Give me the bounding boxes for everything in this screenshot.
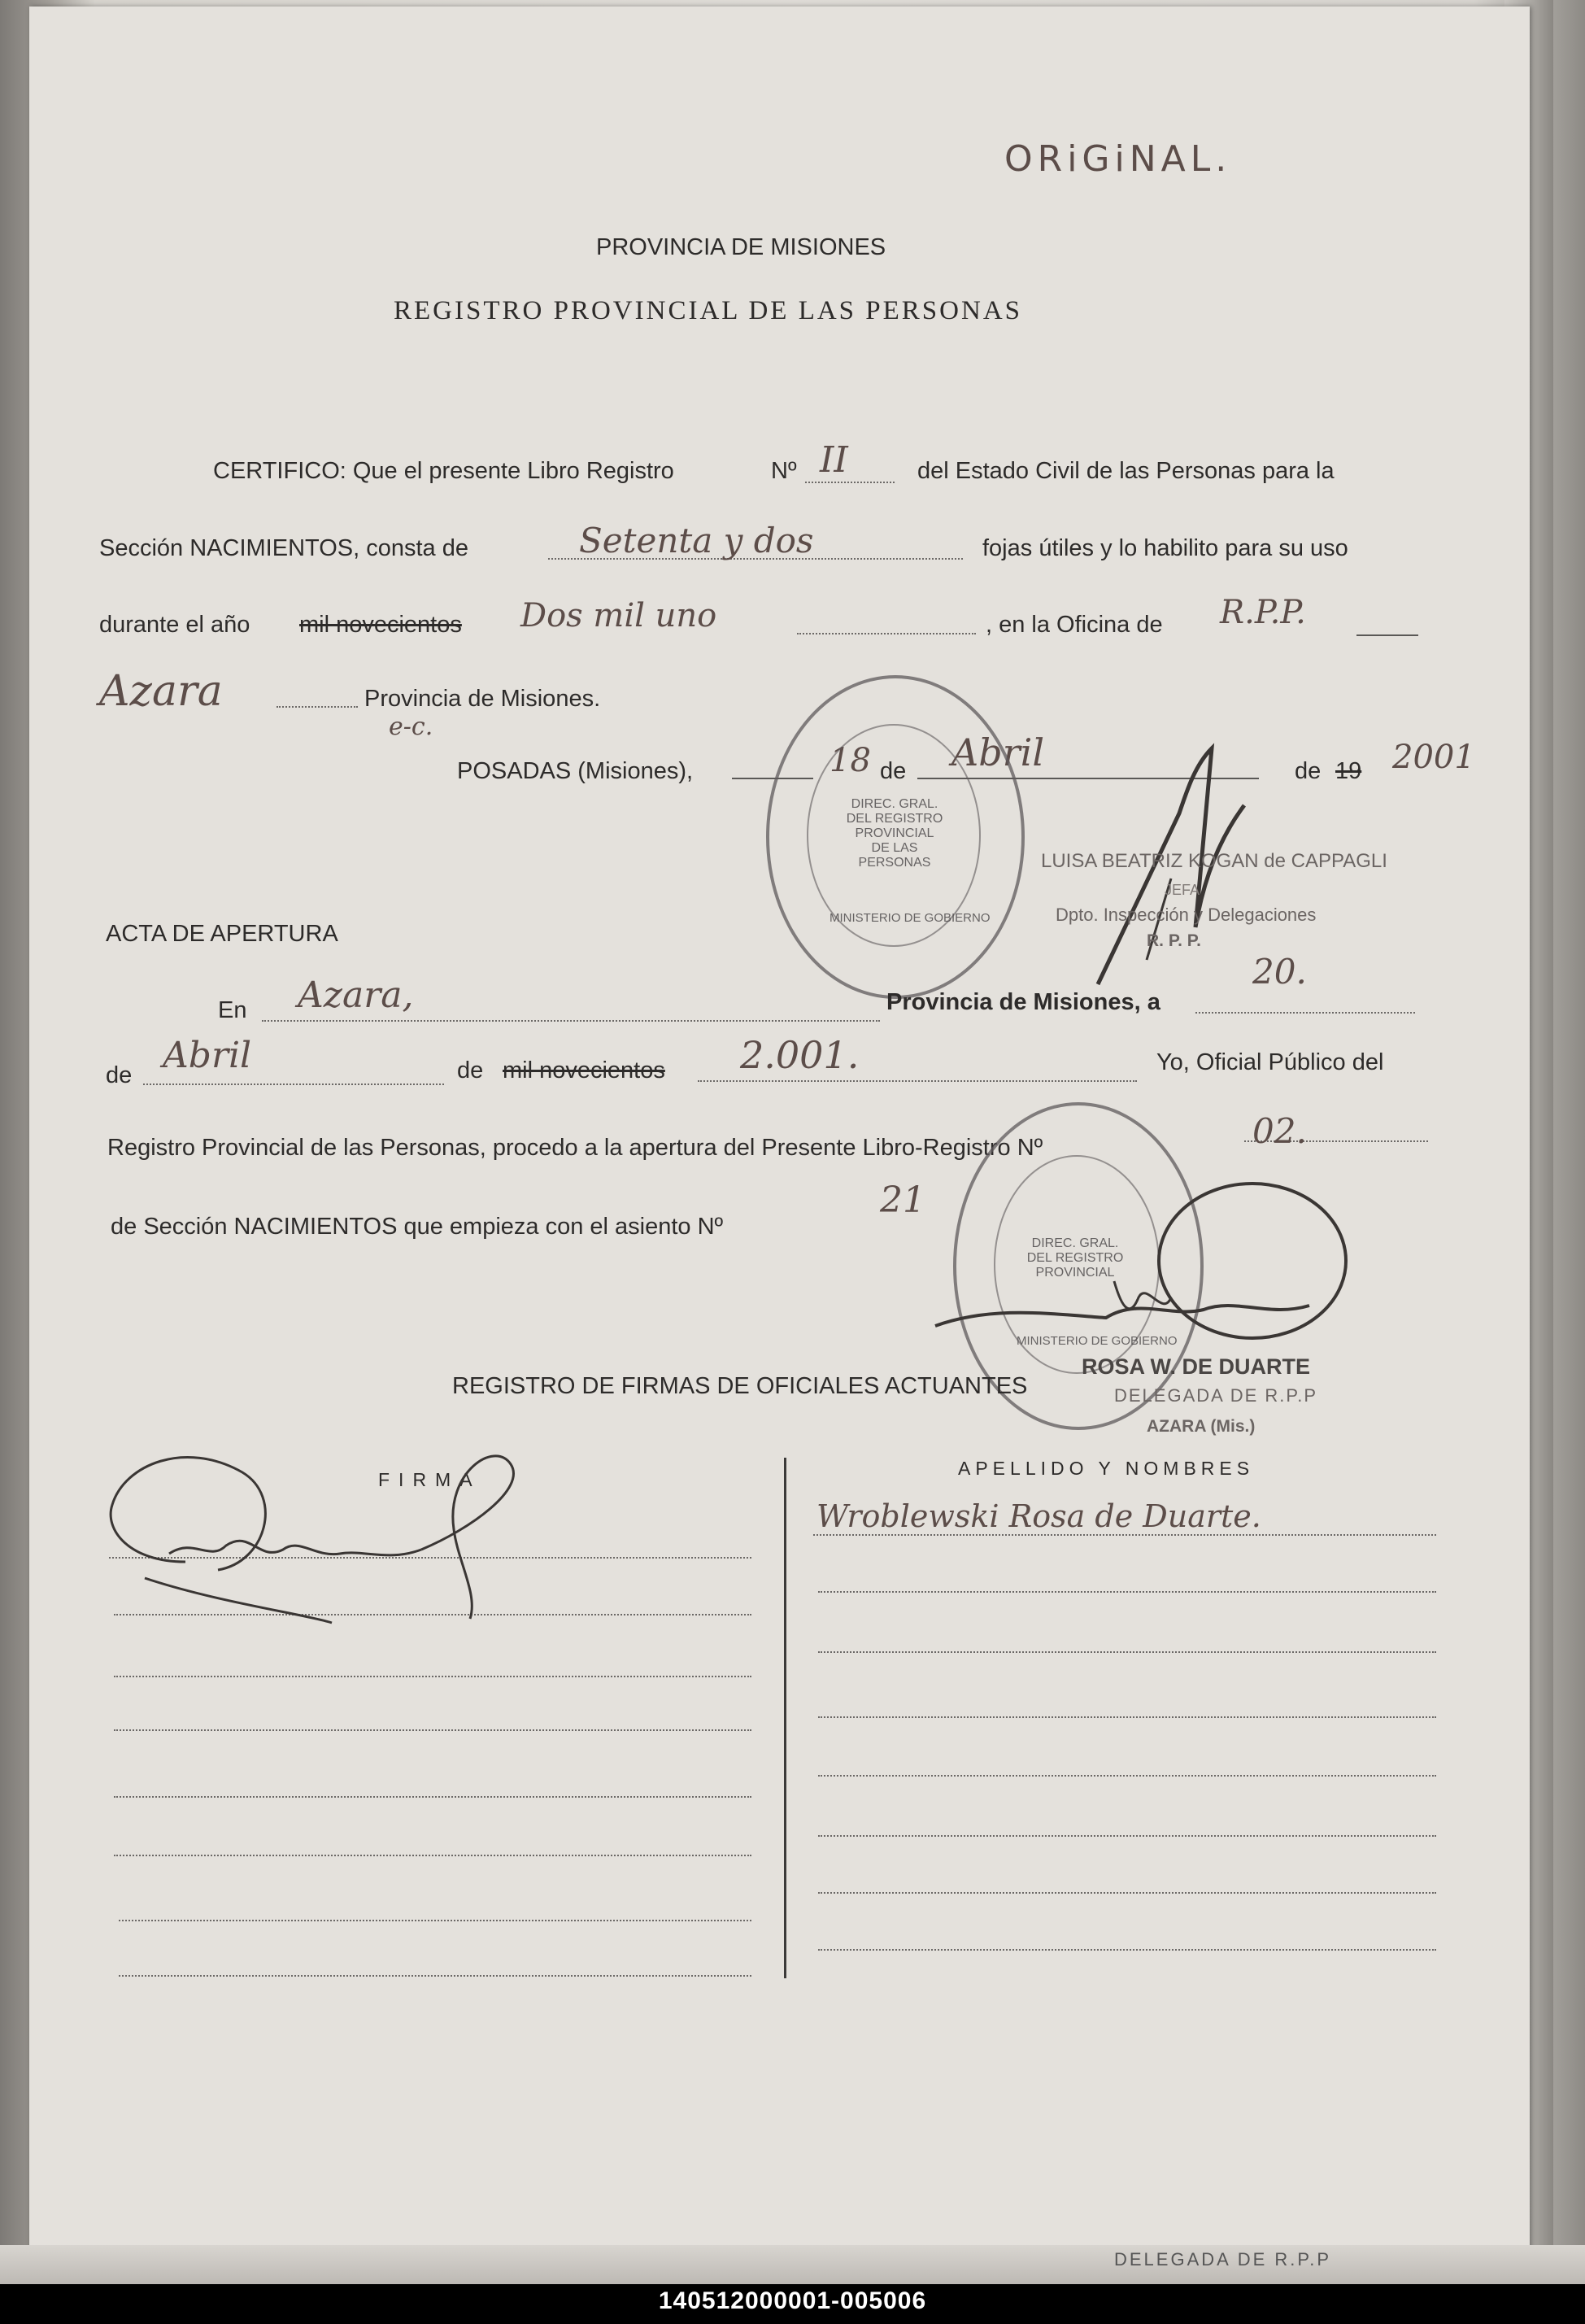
de-mil-label: de — [457, 1057, 484, 1084]
seccion-line: de Sección NACIMIENTOS que empieza con el asiento Nº — [111, 1214, 724, 1240]
year-acta-value: 2.001. — [740, 1033, 860, 1077]
azara-field — [277, 706, 358, 708]
stamp-lower-ring-text: DIREC. GRAL. DEL REGISTRO PROVINCIAL — [1026, 1236, 1124, 1280]
certifico-text-1a: CERTIFICO: Que el presente Libro Registro — [213, 458, 674, 484]
firma-row-line — [114, 1729, 751, 1731]
month-acta-field — [143, 1084, 444, 1085]
en-value: Azara, — [298, 975, 414, 1016]
struck-mil-novecientos: mil novecientos — [299, 612, 462, 638]
day-acta-field — [1195, 1012, 1415, 1014]
firma-row-line — [114, 1796, 751, 1798]
original-annotation: ORiGiNAL. — [1004, 138, 1232, 180]
certifico-text-2b: fojas útiles y lo habilito para su uso — [982, 535, 1348, 561]
date-year-value: 2001 — [1392, 739, 1475, 776]
de-label-2: de — [1295, 758, 1322, 784]
official-upper-name: LUISA BEATRIZ KOGAN de CAPPAGLI — [1041, 850, 1387, 872]
certifico-text-4b: Provincia de Misiones. — [364, 686, 601, 712]
oficina-value: R.P.P. — [1220, 594, 1306, 631]
apellido-entry-value: Wroblewski Rosa de Duarte. — [816, 1498, 1261, 1534]
azara-value: Azara — [99, 667, 223, 716]
month-value: Abril — [951, 730, 1045, 774]
posadas-label: POSADAS (Misiones), — [457, 758, 694, 784]
official-lower-name: ROSA W. DE DUARTE — [1082, 1354, 1311, 1379]
apellido-row-line — [818, 1651, 1436, 1653]
apellido-row-line — [818, 1892, 1436, 1894]
footer-archive-id: 140512000001-005006 — [658, 2287, 927, 2314]
fojas-value: Setenta y dos — [579, 521, 814, 560]
col-firma-header: FIRMA — [378, 1469, 481, 1490]
registro-line: Registro Provincial de las Personas, procedo a la apertura del Presente Libro-Registro Nº — [107, 1135, 1043, 1161]
firma-row-line — [119, 1975, 751, 1977]
firmas-title: REGISTRO DE FIRMAS DE OFICIALES ACTUANTES — [452, 1373, 1028, 1399]
registry-heading: REGISTRO PROVINCIAL DE LAS PERSONAS — [394, 296, 1023, 325]
certifico-text-3b: , en la Oficina de — [986, 612, 1163, 638]
firma-row-line — [119, 1920, 751, 1921]
signature-lower-icon — [927, 1175, 1366, 1371]
underlying-page-text: DELEGADA DE R.P.P — [1114, 2249, 1332, 2269]
stamp-upper-ring-text: DIREC. GRAL. DEL REGISTRO PROVINCIAL DE LAS PERSONAS — [846, 797, 943, 870]
certifico-no-label: Nº — [771, 458, 797, 484]
month-acta-value: Abril — [163, 1035, 252, 1076]
apellido-row-line — [818, 1775, 1436, 1777]
official-upper-org: R. P. P. — [1147, 931, 1201, 950]
apellido-row-line — [818, 1835, 1436, 1837]
provincia-a-label: Provincia de Misiones, a — [886, 989, 1160, 1015]
asiento-value: 21 — [880, 1179, 925, 1221]
en-label: En — [218, 997, 247, 1023]
year-value: Dos mil uno — [520, 597, 717, 634]
certifico-text-1b: del Estado Civil de las Personas para la — [917, 458, 1335, 484]
certifico-text-3a: durante el año — [99, 612, 250, 638]
stamp-lower-inner-text: MINISTERIO DE GOBIERNO — [1017, 1334, 1178, 1348]
oficina-field — [1356, 634, 1418, 636]
official-upper-dept: Dpto. Inspección y Delegaciones — [1056, 905, 1317, 925]
de-acta-label: de — [106, 1062, 133, 1088]
certifico-text-2a: Sección NACIMIENTOS, consta de — [99, 535, 468, 561]
day-value: 18 — [830, 742, 871, 779]
de-label-1: de — [880, 758, 907, 784]
year-acta-field — [698, 1080, 1137, 1082]
firma-signature-icon — [96, 1440, 535, 1635]
apellido-row-line — [818, 1591, 1436, 1593]
col-apellido-header: APELLIDO Y NOMBRES — [958, 1458, 1255, 1479]
column-divider — [784, 1458, 786, 1978]
registro-no-value: 02. — [1252, 1111, 1307, 1151]
libro-no-value: II — [820, 439, 848, 481]
struck-19: 19 — [1335, 758, 1362, 784]
apellido-row-line — [818, 1949, 1436, 1951]
year-field — [797, 633, 976, 634]
firma-row-line — [114, 1676, 751, 1677]
acta-title: ACTA DE APERTURA — [106, 921, 338, 947]
underlying-page-strip — [0, 2245, 1585, 2284]
yo-oficial-label: Yo, Oficial Público del — [1156, 1049, 1384, 1075]
official-lower-role: DELEGADA DE R.P.P — [1114, 1385, 1318, 1406]
struck-mil-novecientos-acta: mil novecientos — [503, 1057, 665, 1084]
stamp-upper-inner-text: MINISTERIO DE GOBIERNO — [830, 911, 991, 925]
apellido-row-line — [813, 1534, 1436, 1536]
official-lower-place: AZARA (Mis.) — [1147, 1417, 1256, 1436]
day-acta-value: 20. — [1252, 952, 1307, 992]
province-heading: PROVINCIA DE MISIONES — [596, 234, 886, 260]
official-upper-role: JEFA — [1165, 882, 1200, 898]
en-field — [262, 1020, 880, 1022]
apellido-row-line — [818, 1716, 1436, 1718]
initials-annotation: e-c. — [389, 713, 433, 741]
libro-no-field — [805, 482, 895, 483]
firma-row-line — [114, 1855, 751, 1856]
